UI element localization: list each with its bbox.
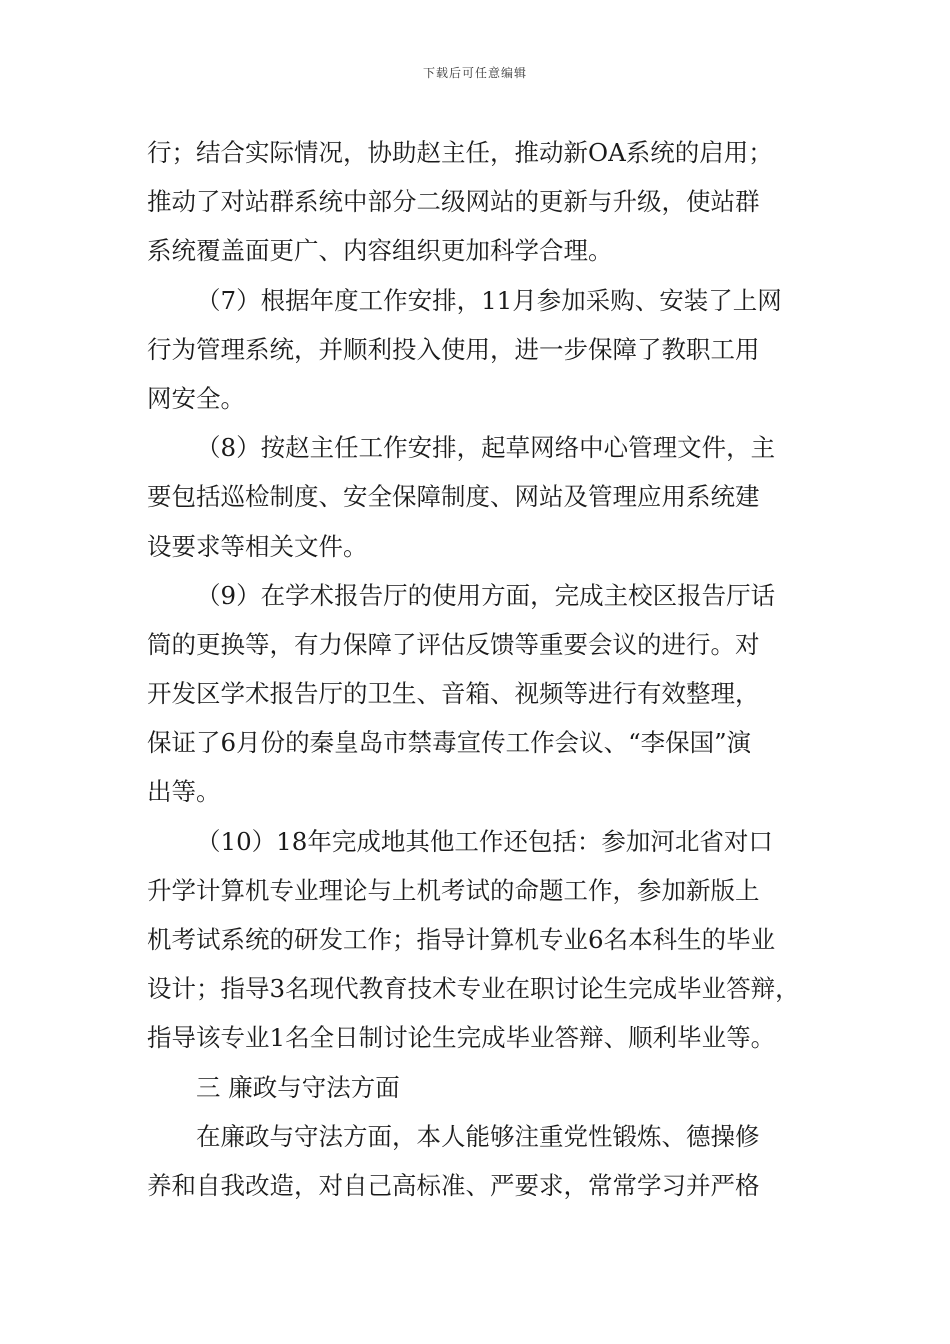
item-7-line: （7）根据年度工作安排，11月参加采购、安装了上网 <box>196 285 782 315</box>
item-9-line: 开发区学术报告厅的卫生、音箱、视频等进行有效整理， <box>147 679 760 709</box>
item-10-line: 指导该专业1名全日制讨论生完成毕业答辩、顺利毕业等。 <box>147 1023 776 1053</box>
item-8-line: （8）按赵主任工作安排，起草网络中心管理文件，主 <box>196 433 776 463</box>
document-body <box>147 128 809 1210</box>
section-heading: 三 廉政与守法方面 <box>196 1072 400 1102</box>
item-9-line: 出等。 <box>147 777 221 807</box>
item-7-line: 网安全。 <box>147 383 245 413</box>
item-10-line: 机考试系统的研发工作；指导计算机专业6名本科生的毕业 <box>147 925 776 954</box>
item-10-line: （10）18年完成地其他工作还包括：参加河北省对口 <box>196 826 773 856</box>
section-paragraph-line: 养和自我改造，对自己高标准、严要求，常常学习并严格 <box>147 1170 760 1200</box>
item-8-line: 设要求等相关文件。 <box>147 531 368 561</box>
item-9-line: （9）在学术报告厅的使用方面，完成主校区报告厅话 <box>196 580 776 610</box>
item-7-line: 行为管理系统，并顺利投入使用，进一步保障了教职工用 <box>147 334 760 364</box>
item-9-line: 筒的更换等，有力保障了评估反馈等重要会议的进行。对 <box>147 629 760 659</box>
section-paragraph-line: 在廉政与守法方面，本人能够注重党性锻炼、德操修 <box>196 1121 760 1151</box>
paragraph-line: 推动了对站群系统中部分二级网站的更新与升级，使站群 <box>147 187 760 217</box>
item-8-line: 要包括巡检制度、安全保障制度、网站及管理应用系统建 <box>147 482 760 512</box>
paragraph-line: 系统覆盖面更广、内容组织更加科学合理。 <box>147 236 613 266</box>
item-10-line: 升学计算机专业理论与上机考试的命题工作，参加新版上 <box>147 875 760 905</box>
item-9-line: 保证了6月份的秦皇岛市禁毒宣传工作会议、“李保国”演 <box>147 728 752 758</box>
item-10-line: 设计；指导3名现代教育技术专业在职讨论生完成毕业答辩， <box>147 974 800 1004</box>
page-header: 下载后可任意编辑 <box>422 66 527 80</box>
paragraph-line: 行；结合实际情况，协助赵主任，推动新OA系统的启用； <box>147 138 773 167</box>
